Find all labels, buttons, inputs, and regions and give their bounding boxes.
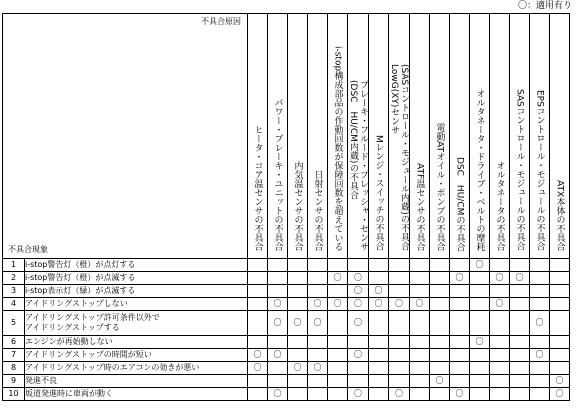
applicable-mark: 〇: [510, 272, 530, 285]
symptom-row: [3, 311, 570, 336]
symptom-row: [3, 388, 570, 401]
cause-label: オルタネータの不具合: [494, 161, 505, 251]
empty-cell: [430, 311, 450, 336]
empty-cell: [470, 285, 490, 298]
cause-header: [268, 14, 288, 259]
empty-cell: [369, 375, 389, 388]
symptom-text: アイドリングストップしない: [25, 298, 248, 311]
symptom-row: [3, 298, 570, 311]
empty-cell: [369, 272, 389, 285]
empty-cell: [308, 259, 328, 272]
empty-cell: [530, 388, 550, 401]
applicable-mark: 〇: [348, 285, 369, 298]
cause-label: オルタネータ・ドライブ・ベルトの摩耗: [474, 89, 485, 251]
empty-cell: [450, 311, 470, 336]
empty-cell: [328, 388, 348, 401]
cause-label: 電動ATオイル・ポンプの不具合: [434, 123, 445, 251]
empty-cell: [389, 311, 410, 336]
empty-cell: [490, 349, 510, 362]
empty-cell: [510, 298, 530, 311]
row-number: 10: [3, 388, 25, 401]
empty-cell: [510, 388, 530, 401]
cause-label: EPSコントロール・モジュールの不具合: [534, 90, 545, 251]
applicable-mark: 〇: [328, 272, 348, 285]
empty-cell: [490, 375, 510, 388]
applicable-mark: 〇: [248, 362, 268, 375]
empty-cell: [348, 336, 369, 349]
empty-cell: [430, 336, 450, 349]
symptom-text: 坂道発進時に車両が動く: [25, 388, 248, 401]
empty-cell: [510, 349, 530, 362]
empty-cell: [550, 272, 570, 285]
empty-cell: [328, 336, 348, 349]
empty-cell: [450, 259, 470, 272]
applicable-mark: 〇: [369, 298, 389, 311]
empty-cell: [248, 336, 268, 349]
symptom-row: [3, 362, 570, 375]
empty-cell: [288, 336, 308, 349]
symptom-row: [3, 259, 570, 272]
cause-label: i-stop構成部品の作動回数が保障回数を超えている: [332, 45, 343, 251]
header-row: [3, 14, 570, 259]
empty-cell: [410, 285, 430, 298]
empty-cell: [470, 298, 490, 311]
empty-cell: [430, 388, 450, 401]
symptom-text: i-stop警告灯（橙）が点灯する: [25, 259, 248, 272]
applicable-mark: 〇: [348, 349, 369, 362]
symptom-heading: 不具合現象: [8, 245, 48, 254]
empty-cell: [490, 388, 510, 401]
empty-cell: [510, 259, 530, 272]
cause-header: [308, 14, 328, 259]
empty-cell: [450, 349, 470, 362]
cause-header: [389, 14, 410, 259]
empty-cell: [490, 285, 510, 298]
symptom-text: 発進不良: [25, 375, 248, 388]
empty-cell: [510, 311, 530, 336]
empty-cell: [389, 375, 410, 388]
empty-cell: [369, 388, 389, 401]
empty-cell: [248, 375, 268, 388]
empty-cell: [410, 311, 430, 336]
empty-cell: [348, 259, 369, 272]
cause-header: [369, 14, 389, 259]
empty-cell: [328, 349, 348, 362]
applicable-mark: 〇: [268, 349, 288, 362]
cause-header: [328, 14, 348, 259]
applicable-mark: 〇: [470, 259, 490, 272]
empty-cell: [288, 388, 308, 401]
empty-cell: [288, 349, 308, 362]
applicable-mark: 〇: [369, 285, 389, 298]
empty-cell: [450, 285, 470, 298]
symptom-text: エンジンが再始動しない: [25, 336, 248, 349]
empty-cell: [530, 336, 550, 349]
empty-cell: [248, 298, 268, 311]
troubleshooting-matrix: [2, 13, 570, 401]
empty-cell: [288, 285, 308, 298]
corner-cell: [3, 14, 248, 259]
empty-cell: [369, 349, 389, 362]
empty-cell: [430, 285, 450, 298]
empty-cell: [389, 259, 410, 272]
empty-cell: [248, 388, 268, 401]
empty-cell: [410, 259, 430, 272]
empty-cell: [308, 285, 328, 298]
cause-label: ATX本体の不具合: [554, 179, 565, 251]
row-number: 1: [3, 259, 25, 272]
cause-header: [288, 14, 308, 259]
symptom-row: [3, 375, 570, 388]
cause-label: 日射センサの不具合: [312, 170, 323, 251]
applicable-mark: 〇: [450, 388, 470, 401]
legend: 〇：適用有り: [517, 1, 572, 11]
empty-cell: [328, 311, 348, 336]
empty-cell: [328, 375, 348, 388]
empty-cell: [410, 272, 430, 285]
empty-cell: [308, 375, 328, 388]
empty-cell: [530, 362, 550, 375]
empty-cell: [268, 362, 288, 375]
applicable-mark: 〇: [348, 311, 369, 336]
symptom-row: [3, 336, 570, 349]
empty-cell: [550, 362, 570, 375]
empty-cell: [348, 375, 369, 388]
empty-cell: [410, 349, 430, 362]
empty-cell: [450, 362, 470, 375]
empty-cell: [470, 388, 490, 401]
empty-cell: [550, 298, 570, 311]
cause-header: [470, 14, 490, 259]
symptom-row: [3, 272, 570, 285]
symptom-row: [3, 285, 570, 298]
empty-cell: [510, 362, 530, 375]
empty-cell: [430, 298, 450, 311]
cause-header: [410, 14, 430, 259]
empty-cell: [389, 285, 410, 298]
empty-cell: [248, 285, 268, 298]
cause-label: ヒータ・コア温センサの不具合: [252, 125, 263, 251]
row-number: 5: [3, 311, 25, 336]
applicable-mark: 〇: [268, 388, 288, 401]
empty-cell: [369, 362, 389, 375]
cause-label: ブレーキ・フルード・プレッシャ・センサ (DSC HU/CM内蔵)の不具合: [348, 80, 368, 251]
empty-cell: [288, 259, 308, 272]
applicable-mark: 〇: [550, 388, 570, 401]
cause-label: 内気温センサの不具合: [292, 161, 303, 251]
row-number: 6: [3, 336, 25, 349]
row-number: 7: [3, 349, 25, 362]
symptom-text: i-stop警告灯（橙）が点滅する: [25, 272, 248, 285]
cause-label: Mレンジ・スイッチの不具合: [373, 135, 384, 251]
empty-cell: [530, 272, 550, 285]
applicable-mark: 〇: [490, 272, 510, 285]
empty-cell: [308, 272, 328, 285]
applicable-mark: 〇: [348, 298, 369, 311]
empty-cell: [550, 311, 570, 336]
applicable-mark: 〇: [288, 311, 308, 336]
empty-cell: [470, 272, 490, 285]
empty-cell: [328, 362, 348, 375]
symptom-text: アイドリングストップ時のエアコンの効きが悪い: [25, 362, 248, 375]
cause-header: [530, 14, 550, 259]
empty-cell: [410, 362, 430, 375]
empty-cell: [470, 362, 490, 375]
row-number: 8: [3, 362, 25, 375]
empty-cell: [328, 259, 348, 272]
empty-cell: [268, 375, 288, 388]
applicable-mark: 〇: [308, 311, 328, 336]
empty-cell: [510, 375, 530, 388]
empty-cell: [510, 285, 530, 298]
empty-cell: [369, 259, 389, 272]
empty-cell: [389, 349, 410, 362]
empty-cell: [490, 336, 510, 349]
symptom-text: i-stop表示灯（緑）が点滅する: [25, 285, 248, 298]
cause-label: ATF温センサの不具合: [414, 162, 425, 251]
empty-cell: [550, 336, 570, 349]
empty-cell: [348, 362, 369, 375]
empty-cell: [550, 285, 570, 298]
applicable-mark: 〇: [490, 298, 510, 311]
cause-header: [430, 14, 450, 259]
empty-cell: [308, 336, 328, 349]
cause-label: パワー・ブレーキ・ユニットの不具合: [272, 98, 283, 251]
applicable-mark: 〇: [308, 362, 328, 375]
empty-cell: [389, 336, 410, 349]
symptom-row: [3, 349, 570, 362]
cause-header: [490, 14, 510, 259]
empty-cell: [510, 336, 530, 349]
cause-header: [348, 14, 369, 259]
empty-cell: [490, 311, 510, 336]
empty-cell: [490, 362, 510, 375]
empty-cell: [268, 285, 288, 298]
empty-cell: [550, 259, 570, 272]
empty-cell: [288, 375, 308, 388]
empty-cell: [248, 311, 268, 336]
applicable-mark: 〇: [450, 272, 470, 285]
row-number: 9: [3, 375, 25, 388]
empty-cell: [430, 362, 450, 375]
applicable-mark: 〇: [328, 298, 348, 311]
row-number: 3: [3, 285, 25, 298]
empty-cell: [450, 298, 470, 311]
applicable-mark: 〇: [268, 298, 288, 311]
symptom-text: アイドリングストップの時間が短い: [25, 349, 248, 362]
empty-cell: [328, 285, 348, 298]
empty-cell: [268, 336, 288, 349]
row-number: 2: [3, 272, 25, 285]
cause-header: [248, 14, 268, 259]
cause-header: [450, 14, 470, 259]
empty-cell: [248, 259, 268, 272]
applicable-mark: 〇: [248, 349, 268, 362]
applicable-mark: 〇: [470, 336, 490, 349]
applicable-mark: 〇: [348, 388, 369, 401]
empty-cell: [530, 259, 550, 272]
empty-cell: [490, 259, 510, 272]
applicable-mark: 〇: [288, 362, 308, 375]
applicable-mark: 〇: [389, 298, 410, 311]
empty-cell: [389, 272, 410, 285]
applicable-mark: 〇: [389, 388, 410, 401]
empty-cell: [268, 259, 288, 272]
applicable-mark: 〇: [410, 298, 430, 311]
empty-cell: [530, 285, 550, 298]
empty-cell: [450, 336, 470, 349]
cause-label: DSC HU/CMの不具合: [454, 156, 465, 251]
cause-label: (SASコントロール・モジュール内蔵)の不具合 LowG(XY)センサ: [389, 64, 409, 251]
empty-cell: [369, 311, 389, 336]
empty-cell: [430, 272, 450, 285]
empty-cell: [430, 259, 450, 272]
applicable-mark: 〇: [530, 311, 550, 336]
empty-cell: [308, 349, 328, 362]
empty-cell: [470, 349, 490, 362]
empty-cell: [430, 349, 450, 362]
empty-cell: [288, 298, 308, 311]
empty-cell: [389, 362, 410, 375]
cause-header: [550, 14, 570, 259]
applicable-mark: 〇: [308, 298, 328, 311]
applicable-mark: 〇: [268, 311, 288, 336]
empty-cell: [410, 336, 430, 349]
empty-cell: [410, 388, 430, 401]
empty-cell: [288, 272, 308, 285]
empty-cell: [410, 375, 430, 388]
applicable-mark: 〇: [550, 375, 570, 388]
applicable-mark: 〇: [430, 375, 450, 388]
empty-cell: [530, 375, 550, 388]
cause-label: SASコントロール・モジュールの不具合: [514, 89, 525, 251]
empty-cell: [248, 272, 268, 285]
empty-cell: [268, 272, 288, 285]
cause-header: [510, 14, 530, 259]
empty-cell: [470, 375, 490, 388]
empty-cell: [470, 311, 490, 336]
row-number: 4: [3, 298, 25, 311]
symptom-text: アイドリングストップ許可条件以外で アイドリングストップする: [25, 311, 248, 336]
empty-cell: [369, 336, 389, 349]
cause-heading: 不具合原因: [201, 17, 241, 26]
empty-cell: [450, 375, 470, 388]
empty-cell: [550, 349, 570, 362]
applicable-mark: 〇: [530, 349, 550, 362]
empty-cell: [308, 388, 328, 401]
applicable-mark: 〇: [348, 272, 369, 285]
empty-cell: [530, 298, 550, 311]
